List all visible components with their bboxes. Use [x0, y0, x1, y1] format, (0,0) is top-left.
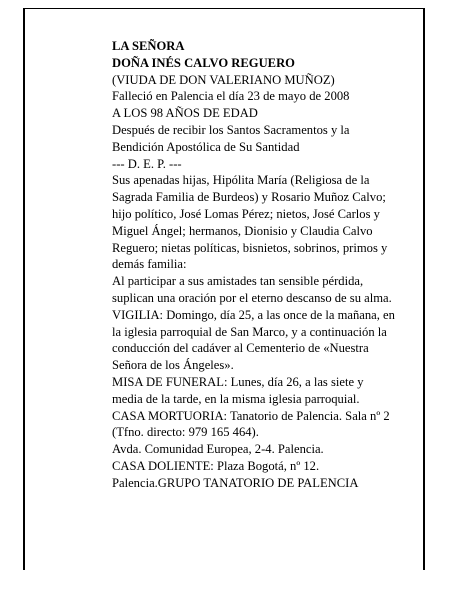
vigil-line: la iglesia parroquial de San Marco, y a continuación la: [112, 324, 387, 339]
house-line: Palencia.GRUPO TANATORIO DE PALENCIA: [112, 475, 359, 490]
rip-line: --- D. E. P. ---: [112, 156, 182, 171]
family-line: Sagrada Familia de Burdeos) y Rosario Muñoz Calvo;: [112, 190, 386, 205]
mortuary-line: (Tfno. directo: 979 165 464).: [112, 425, 259, 440]
obituary-notice: [112, 38, 422, 492]
sacraments-line: Después de recibir los Santos Sacramentos y la: [112, 122, 350, 137]
age-line: A LOS 98 AÑOS DE EDAD: [112, 106, 258, 121]
mortuary-line: CASA MORTUORIA: Tanatorio de Palencia. Sala nº 2: [112, 408, 390, 423]
vigil-line: Señora de los Ángeles».: [112, 358, 234, 373]
family-line: Sus apenadas hijas, Hipólita María (Religiosa de la: [112, 173, 370, 188]
family-line: Reguero; nietas políticas, bisnietos, sobrinos, primos y: [112, 240, 388, 255]
notice-title: LA SEÑORA: [112, 39, 185, 53]
deceased-name: DOÑA INÉS CALVO REGUERO: [112, 55, 295, 70]
mortuary-line: Avda. Comunidad Europea, 2-4. Palencia.: [112, 442, 324, 457]
sacraments-line: Bendición Apostólica de Su Santidad: [112, 139, 300, 154]
family-line: Miguel Ángel; hermanos, Dionisio y Claudia Calvo: [112, 223, 373, 238]
vigil-line: VIGILIA: Domingo, día 25, a las once de la mañana, en: [112, 307, 395, 322]
widow-of-line: (VIUDA DE DON VALERIANO MUÑOZ): [112, 72, 335, 87]
funeral-line: MISA DE FUNERAL: Lunes, día 26, a las siete y: [112, 374, 364, 389]
family-line: demás familia:: [112, 257, 187, 272]
request-line: suplican una oración por el eterno descanso de su alma.: [112, 290, 392, 305]
house-line: CASA DOLIENTE: Plaza Bogotá, nº 12.: [112, 458, 320, 473]
death-line: Falleció en Palencia el día 23 de mayo de 2008: [112, 89, 350, 104]
family-line: hijo político, José Lomas Pérez; nietos, José Carlos y: [112, 206, 380, 221]
request-line: Al participar a sus amistades tan sensible pérdida,: [112, 274, 364, 289]
vigil-line: conducción del cadáver al Cementerio de «Nuestra: [112, 341, 369, 356]
funeral-line: media de la tarde, en la misma iglesia parroquial.: [112, 391, 360, 406]
